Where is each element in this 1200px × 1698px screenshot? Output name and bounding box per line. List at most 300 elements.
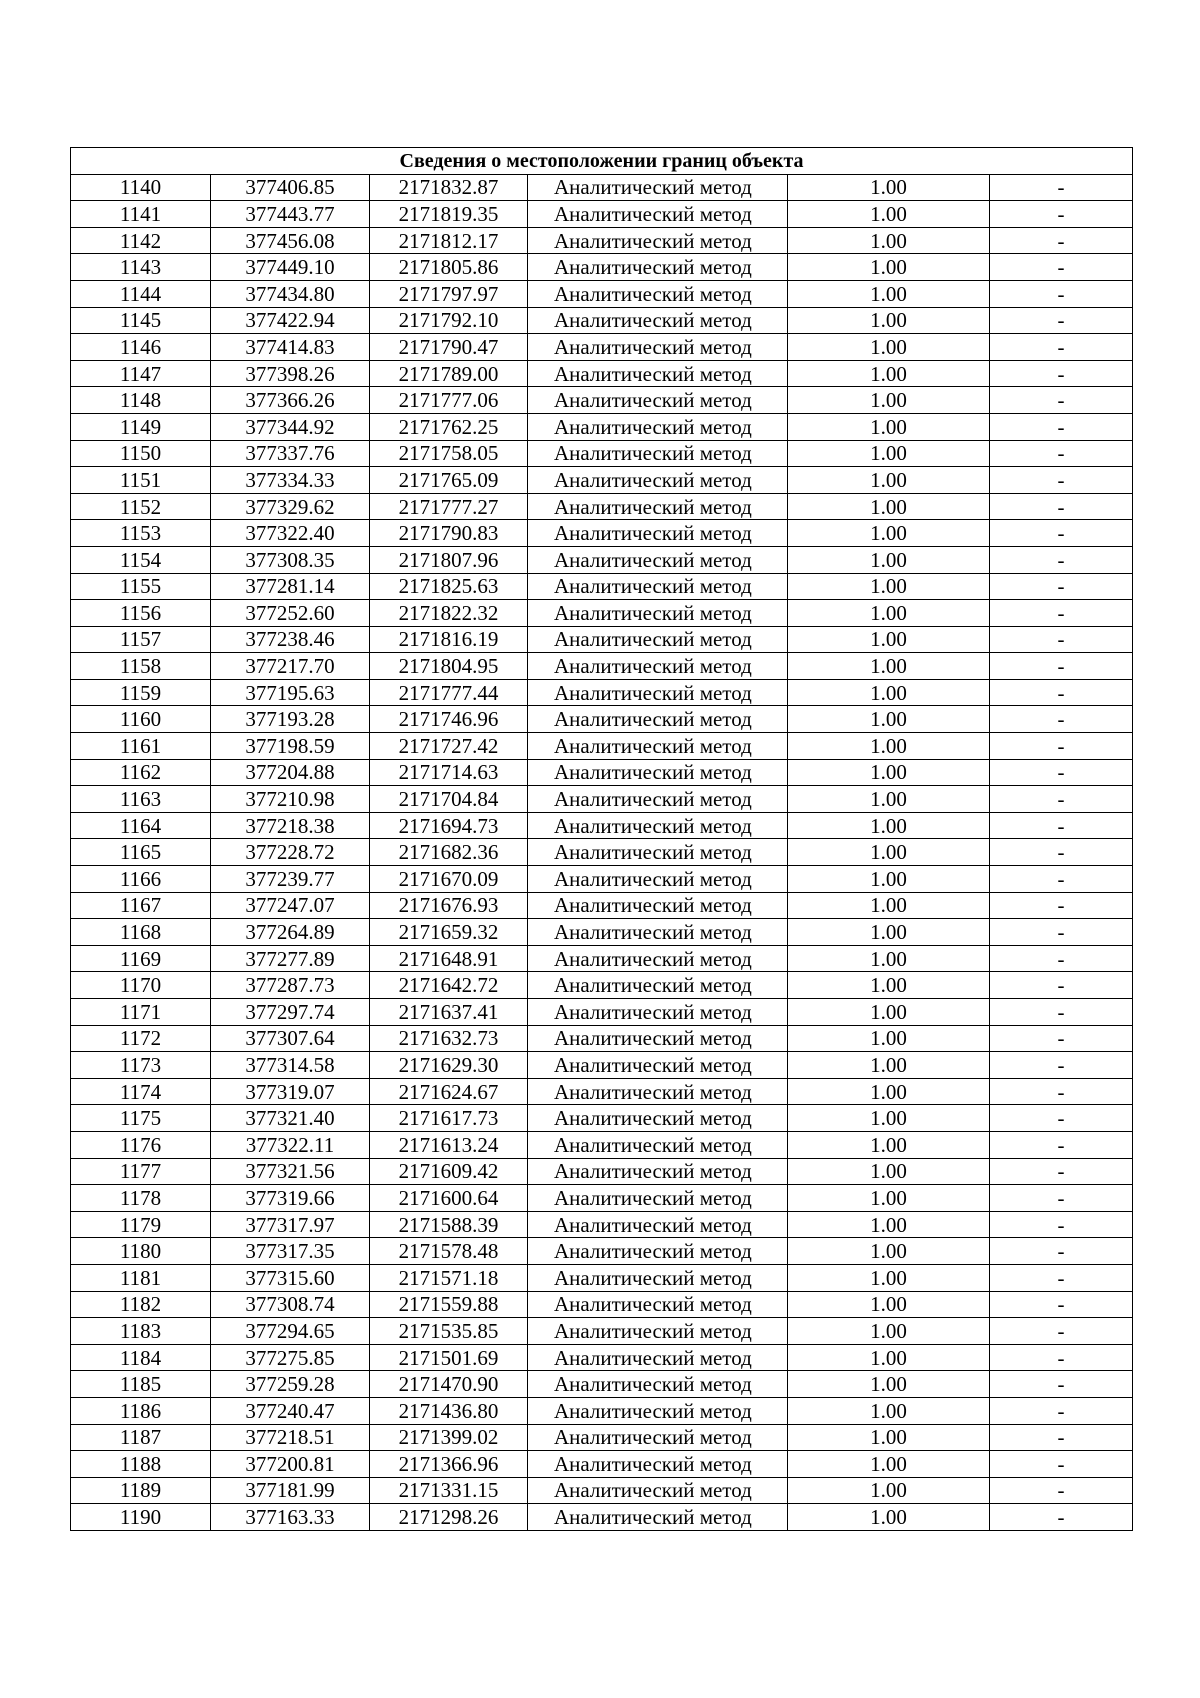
method-cell: Аналитический метод [528,1185,788,1212]
accuracy-cell: 1.00 [788,945,990,972]
accuracy-cell: 1.00 [788,1504,990,1531]
method-cell: Аналитический метод [528,1025,788,1052]
table-row [71,1025,1133,1052]
accuracy-cell: 1.00 [788,839,990,866]
accuracy-cell: 1.00 [788,467,990,494]
accuracy-cell: 1.00 [788,759,990,786]
x-coordinate-cell: 377228.72 [211,839,370,866]
table-row [71,1185,1133,1212]
method-cell: Аналитический метод [528,919,788,946]
y-coordinate-cell: 2171399.02 [370,1424,528,1451]
accuracy-cell: 1.00 [788,201,990,228]
x-coordinate-cell: 377314.58 [211,1052,370,1079]
point-number-cell: 1143 [71,254,211,281]
method-cell: Аналитический метод [528,1158,788,1185]
accuracy-cell: 1.00 [788,1078,990,1105]
table-row [71,227,1133,254]
method-cell: Аналитический метод [528,467,788,494]
method-cell: Аналитический метод [528,387,788,414]
x-coordinate-cell: 377319.66 [211,1185,370,1212]
y-coordinate-cell: 2171727.42 [370,733,528,760]
y-coordinate-cell: 2171762.25 [370,413,528,440]
x-coordinate-cell: 377275.85 [211,1344,370,1371]
y-coordinate-cell: 2171832.87 [370,174,528,201]
table-row [71,1291,1133,1318]
point-number-cell: 1185 [71,1371,211,1398]
accuracy-cell: 1.00 [788,1318,990,1345]
x-coordinate-cell: 377217.70 [211,653,370,680]
table-row [71,1131,1133,1158]
x-coordinate-cell: 377297.74 [211,999,370,1026]
point-number-cell: 1147 [71,360,211,387]
point-number-cell: 1153 [71,520,211,547]
description-cell: - [990,812,1133,839]
description-cell: - [990,254,1133,281]
accuracy-cell: 1.00 [788,866,990,893]
accuracy-cell: 1.00 [788,573,990,600]
description-cell: - [990,1131,1133,1158]
description-cell: - [990,919,1133,946]
table-row [71,679,1133,706]
description-cell: - [990,759,1133,786]
y-coordinate-cell: 2171600.64 [370,1185,528,1212]
y-coordinate-cell: 2171819.35 [370,201,528,228]
method-cell: Аналитический метод [528,227,788,254]
description-cell: - [990,1318,1133,1345]
table-row [71,201,1133,228]
description-cell: - [990,413,1133,440]
table-title: Сведения о местоположении границ объекта [71,148,1133,175]
x-coordinate-cell: 377449.10 [211,254,370,281]
table-row [71,1211,1133,1238]
method-cell: Аналитический метод [528,1291,788,1318]
description-cell: - [990,1504,1133,1531]
point-number-cell: 1182 [71,1291,211,1318]
accuracy-cell: 1.00 [788,626,990,653]
point-number-cell: 1162 [71,759,211,786]
point-number-cell: 1172 [71,1025,211,1052]
table-row [71,972,1133,999]
accuracy-cell: 1.00 [788,520,990,547]
point-number-cell: 1149 [71,413,211,440]
accuracy-cell: 1.00 [788,1371,990,1398]
y-coordinate-cell: 2171629.30 [370,1052,528,1079]
x-coordinate-cell: 377264.89 [211,919,370,946]
point-number-cell: 1166 [71,866,211,893]
description-cell: - [990,1344,1133,1371]
description-cell: - [990,573,1133,600]
table-row [71,1344,1133,1371]
y-coordinate-cell: 2171790.47 [370,334,528,361]
accuracy-cell: 1.00 [788,1238,990,1265]
description-cell: - [990,493,1133,520]
description-cell: - [990,1052,1133,1079]
x-coordinate-cell: 377198.59 [211,733,370,760]
y-coordinate-cell: 2171804.95 [370,653,528,680]
accuracy-cell: 1.00 [788,1105,990,1132]
y-coordinate-cell: 2171624.67 [370,1078,528,1105]
method-cell: Аналитический метод [528,1052,788,1079]
description-cell: - [990,1477,1133,1504]
description-cell: - [990,866,1133,893]
y-coordinate-cell: 2171578.48 [370,1238,528,1265]
accuracy-cell: 1.00 [788,493,990,520]
table-row [71,307,1133,334]
point-number-cell: 1175 [71,1105,211,1132]
point-number-cell: 1142 [71,227,211,254]
method-cell: Аналитический метод [528,600,788,627]
description-cell: - [990,1025,1133,1052]
method-cell: Аналитический метод [528,733,788,760]
point-number-cell: 1157 [71,626,211,653]
description-cell: - [990,1371,1133,1398]
point-number-cell: 1168 [71,919,211,946]
y-coordinate-cell: 2171790.83 [370,520,528,547]
method-cell: Аналитический метод [528,1451,788,1478]
method-cell: Аналитический метод [528,839,788,866]
x-coordinate-cell: 377414.83 [211,334,370,361]
x-coordinate-cell: 377277.89 [211,945,370,972]
method-cell: Аналитический метод [528,812,788,839]
point-number-cell: 1188 [71,1451,211,1478]
description-cell: - [990,280,1133,307]
point-number-cell: 1176 [71,1131,211,1158]
table-row [71,1371,1133,1398]
y-coordinate-cell: 2171765.09 [370,467,528,494]
y-coordinate-cell: 2171822.32 [370,600,528,627]
accuracy-cell: 1.00 [788,786,990,813]
y-coordinate-cell: 2171609.42 [370,1158,528,1185]
x-coordinate-cell: 377195.63 [211,679,370,706]
table-row [71,866,1133,893]
x-coordinate-cell: 377294.65 [211,1318,370,1345]
point-number-cell: 1169 [71,945,211,972]
method-cell: Аналитический метод [528,999,788,1026]
y-coordinate-cell: 2171670.09 [370,866,528,893]
table-row [71,1105,1133,1132]
y-coordinate-cell: 2171797.97 [370,280,528,307]
method-cell: Аналитический метод [528,679,788,706]
description-cell: - [990,600,1133,627]
y-coordinate-cell: 2171714.63 [370,759,528,786]
point-number-cell: 1180 [71,1238,211,1265]
table-row [71,919,1133,946]
accuracy-cell: 1.00 [788,1344,990,1371]
method-cell: Аналитический метод [528,334,788,361]
y-coordinate-cell: 2171366.96 [370,1451,528,1478]
description-cell: - [990,892,1133,919]
description-cell: - [990,201,1133,228]
table-row [71,520,1133,547]
y-coordinate-cell: 2171501.69 [370,1344,528,1371]
accuracy-cell: 1.00 [788,1158,990,1185]
accuracy-cell: 1.00 [788,706,990,733]
table-row [71,786,1133,813]
x-coordinate-cell: 377329.62 [211,493,370,520]
x-coordinate-cell: 377238.46 [211,626,370,653]
table-row [71,1238,1133,1265]
x-coordinate-cell: 377239.77 [211,866,370,893]
description-cell: - [990,972,1133,999]
description-cell: - [990,945,1133,972]
y-coordinate-cell: 2171805.86 [370,254,528,281]
accuracy-cell: 1.00 [788,174,990,201]
method-cell: Аналитический метод [528,972,788,999]
method-cell: Аналитический метод [528,201,788,228]
y-coordinate-cell: 2171816.19 [370,626,528,653]
accuracy-cell: 1.00 [788,892,990,919]
description-cell: - [990,1105,1133,1132]
table-row [71,999,1133,1026]
x-coordinate-cell: 377456.08 [211,227,370,254]
x-coordinate-cell: 377322.40 [211,520,370,547]
y-coordinate-cell: 2171632.73 [370,1025,528,1052]
method-cell: Аналитический метод [528,706,788,733]
point-number-cell: 1159 [71,679,211,706]
accuracy-cell: 1.00 [788,280,990,307]
description-cell: - [990,1158,1133,1185]
table-row [71,254,1133,281]
point-number-cell: 1144 [71,280,211,307]
description-cell: - [990,1238,1133,1265]
x-coordinate-cell: 377319.07 [211,1078,370,1105]
description-cell: - [990,839,1133,866]
point-number-cell: 1163 [71,786,211,813]
x-coordinate-cell: 377308.74 [211,1291,370,1318]
table-row [71,174,1133,201]
method-cell: Аналитический метод [528,1504,788,1531]
method-cell: Аналитический метод [528,945,788,972]
point-number-cell: 1154 [71,546,211,573]
x-coordinate-cell: 377281.14 [211,573,370,600]
x-coordinate-cell: 377163.33 [211,1504,370,1531]
accuracy-cell: 1.00 [788,1025,990,1052]
x-coordinate-cell: 377422.94 [211,307,370,334]
point-number-cell: 1152 [71,493,211,520]
accuracy-cell: 1.00 [788,1397,990,1424]
x-coordinate-cell: 377200.81 [211,1451,370,1478]
y-coordinate-cell: 2171659.32 [370,919,528,946]
method-cell: Аналитический метод [528,493,788,520]
y-coordinate-cell: 2171617.73 [370,1105,528,1132]
y-coordinate-cell: 2171682.36 [370,839,528,866]
point-number-cell: 1174 [71,1078,211,1105]
y-coordinate-cell: 2171807.96 [370,546,528,573]
y-coordinate-cell: 2171588.39 [370,1211,528,1238]
x-coordinate-cell: 377317.97 [211,1211,370,1238]
method-cell: Аналитический метод [528,280,788,307]
x-coordinate-cell: 377321.40 [211,1105,370,1132]
accuracy-cell: 1.00 [788,440,990,467]
accuracy-cell: 1.00 [788,679,990,706]
x-coordinate-cell: 377406.85 [211,174,370,201]
method-cell: Аналитический метод [528,546,788,573]
point-number-cell: 1165 [71,839,211,866]
y-coordinate-cell: 2171571.18 [370,1264,528,1291]
point-number-cell: 1179 [71,1211,211,1238]
method-cell: Аналитический метод [528,1078,788,1105]
x-coordinate-cell: 377443.77 [211,201,370,228]
accuracy-cell: 1.00 [788,1211,990,1238]
accuracy-cell: 1.00 [788,1451,990,1478]
table-body [71,174,1133,1530]
table-row [71,812,1133,839]
description-cell: - [990,1078,1133,1105]
y-coordinate-cell: 2171637.41 [370,999,528,1026]
table-row [71,1264,1133,1291]
method-cell: Аналитический метод [528,1211,788,1238]
method-cell: Аналитический метод [528,1371,788,1398]
table-row [71,706,1133,733]
y-coordinate-cell: 2171825.63 [370,573,528,600]
accuracy-cell: 1.00 [788,227,990,254]
description-cell: - [990,1211,1133,1238]
method-cell: Аналитический метод [528,759,788,786]
y-coordinate-cell: 2171758.05 [370,440,528,467]
method-cell: Аналитический метод [528,1318,788,1345]
x-coordinate-cell: 377240.47 [211,1397,370,1424]
accuracy-cell: 1.00 [788,1052,990,1079]
method-cell: Аналитический метод [528,1238,788,1265]
x-coordinate-cell: 377322.11 [211,1131,370,1158]
x-coordinate-cell: 377210.98 [211,786,370,813]
table-row [71,440,1133,467]
point-number-cell: 1150 [71,440,211,467]
method-cell: Аналитический метод [528,626,788,653]
y-coordinate-cell: 2171676.93 [370,892,528,919]
x-coordinate-cell: 377315.60 [211,1264,370,1291]
accuracy-cell: 1.00 [788,1477,990,1504]
method-cell: Аналитический метод [528,1105,788,1132]
table-row [71,573,1133,600]
x-coordinate-cell: 377247.07 [211,892,370,919]
x-coordinate-cell: 377307.64 [211,1025,370,1052]
point-number-cell: 1183 [71,1318,211,1345]
method-cell: Аналитический метод [528,653,788,680]
description-cell: - [990,1185,1133,1212]
description-cell: - [990,733,1133,760]
description-cell: - [990,706,1133,733]
method-cell: Аналитический метод [528,440,788,467]
y-coordinate-cell: 2171792.10 [370,307,528,334]
table-row [71,733,1133,760]
y-coordinate-cell: 2171436.80 [370,1397,528,1424]
method-cell: Аналитический метод [528,866,788,893]
table-row [71,546,1133,573]
accuracy-cell: 1.00 [788,733,990,760]
description-cell: - [990,1397,1133,1424]
method-cell: Аналитический метод [528,1131,788,1158]
table-row [71,334,1133,361]
point-number-cell: 1189 [71,1477,211,1504]
method-cell: Аналитический метод [528,360,788,387]
point-number-cell: 1141 [71,201,211,228]
description-cell: - [990,467,1133,494]
accuracy-cell: 1.00 [788,360,990,387]
table-row [71,280,1133,307]
table-row [71,413,1133,440]
x-coordinate-cell: 377344.92 [211,413,370,440]
accuracy-cell: 1.00 [788,600,990,627]
point-number-cell: 1155 [71,573,211,600]
description-cell: - [990,387,1133,414]
table-row [71,759,1133,786]
table-row [71,600,1133,627]
point-number-cell: 1148 [71,387,211,414]
table-row [71,945,1133,972]
y-coordinate-cell: 2171777.06 [370,387,528,414]
table-row [71,1397,1133,1424]
description-cell: - [990,174,1133,201]
y-coordinate-cell: 2171777.44 [370,679,528,706]
point-number-cell: 1170 [71,972,211,999]
description-cell: - [990,307,1133,334]
y-coordinate-cell: 2171694.73 [370,812,528,839]
point-number-cell: 1146 [71,334,211,361]
description-cell: - [990,679,1133,706]
point-number-cell: 1177 [71,1158,211,1185]
table-row [71,467,1133,494]
x-coordinate-cell: 377434.80 [211,280,370,307]
accuracy-cell: 1.00 [788,413,990,440]
method-cell: Аналитический метод [528,1397,788,1424]
point-number-cell: 1184 [71,1344,211,1371]
point-number-cell: 1160 [71,706,211,733]
table-row [71,1424,1133,1451]
table-row [71,1052,1133,1079]
table-row [71,892,1133,919]
y-coordinate-cell: 2171331.15 [370,1477,528,1504]
method-cell: Аналитический метод [528,520,788,547]
accuracy-cell: 1.00 [788,1424,990,1451]
point-number-cell: 1140 [71,174,211,201]
x-coordinate-cell: 377308.35 [211,546,370,573]
accuracy-cell: 1.00 [788,254,990,281]
point-number-cell: 1167 [71,892,211,919]
x-coordinate-cell: 377259.28 [211,1371,370,1398]
point-number-cell: 1190 [71,1504,211,1531]
accuracy-cell: 1.00 [788,546,990,573]
x-coordinate-cell: 377181.99 [211,1477,370,1504]
table-row [71,653,1133,680]
method-cell: Аналитический метод [528,1264,788,1291]
description-cell: - [990,653,1133,680]
table-row [71,493,1133,520]
description-cell: - [990,999,1133,1026]
y-coordinate-cell: 2171648.91 [370,945,528,972]
point-number-cell: 1164 [71,812,211,839]
accuracy-cell: 1.00 [788,1131,990,1158]
y-coordinate-cell: 2171470.90 [370,1371,528,1398]
y-coordinate-cell: 2171642.72 [370,972,528,999]
table-row [71,1078,1133,1105]
method-cell: Аналитический метод [528,174,788,201]
point-number-cell: 1145 [71,307,211,334]
method-cell: Аналитический метод [528,1424,788,1451]
description-cell: - [990,1424,1133,1451]
y-coordinate-cell: 2171812.17 [370,227,528,254]
accuracy-cell: 1.00 [788,1291,990,1318]
point-number-cell: 1186 [71,1397,211,1424]
point-number-cell: 1187 [71,1424,211,1451]
y-coordinate-cell: 2171559.88 [370,1291,528,1318]
table-row [71,1158,1133,1185]
description-cell: - [990,334,1133,361]
accuracy-cell: 1.00 [788,1185,990,1212]
table-row [71,360,1133,387]
point-number-cell: 1173 [71,1052,211,1079]
table-row [71,839,1133,866]
